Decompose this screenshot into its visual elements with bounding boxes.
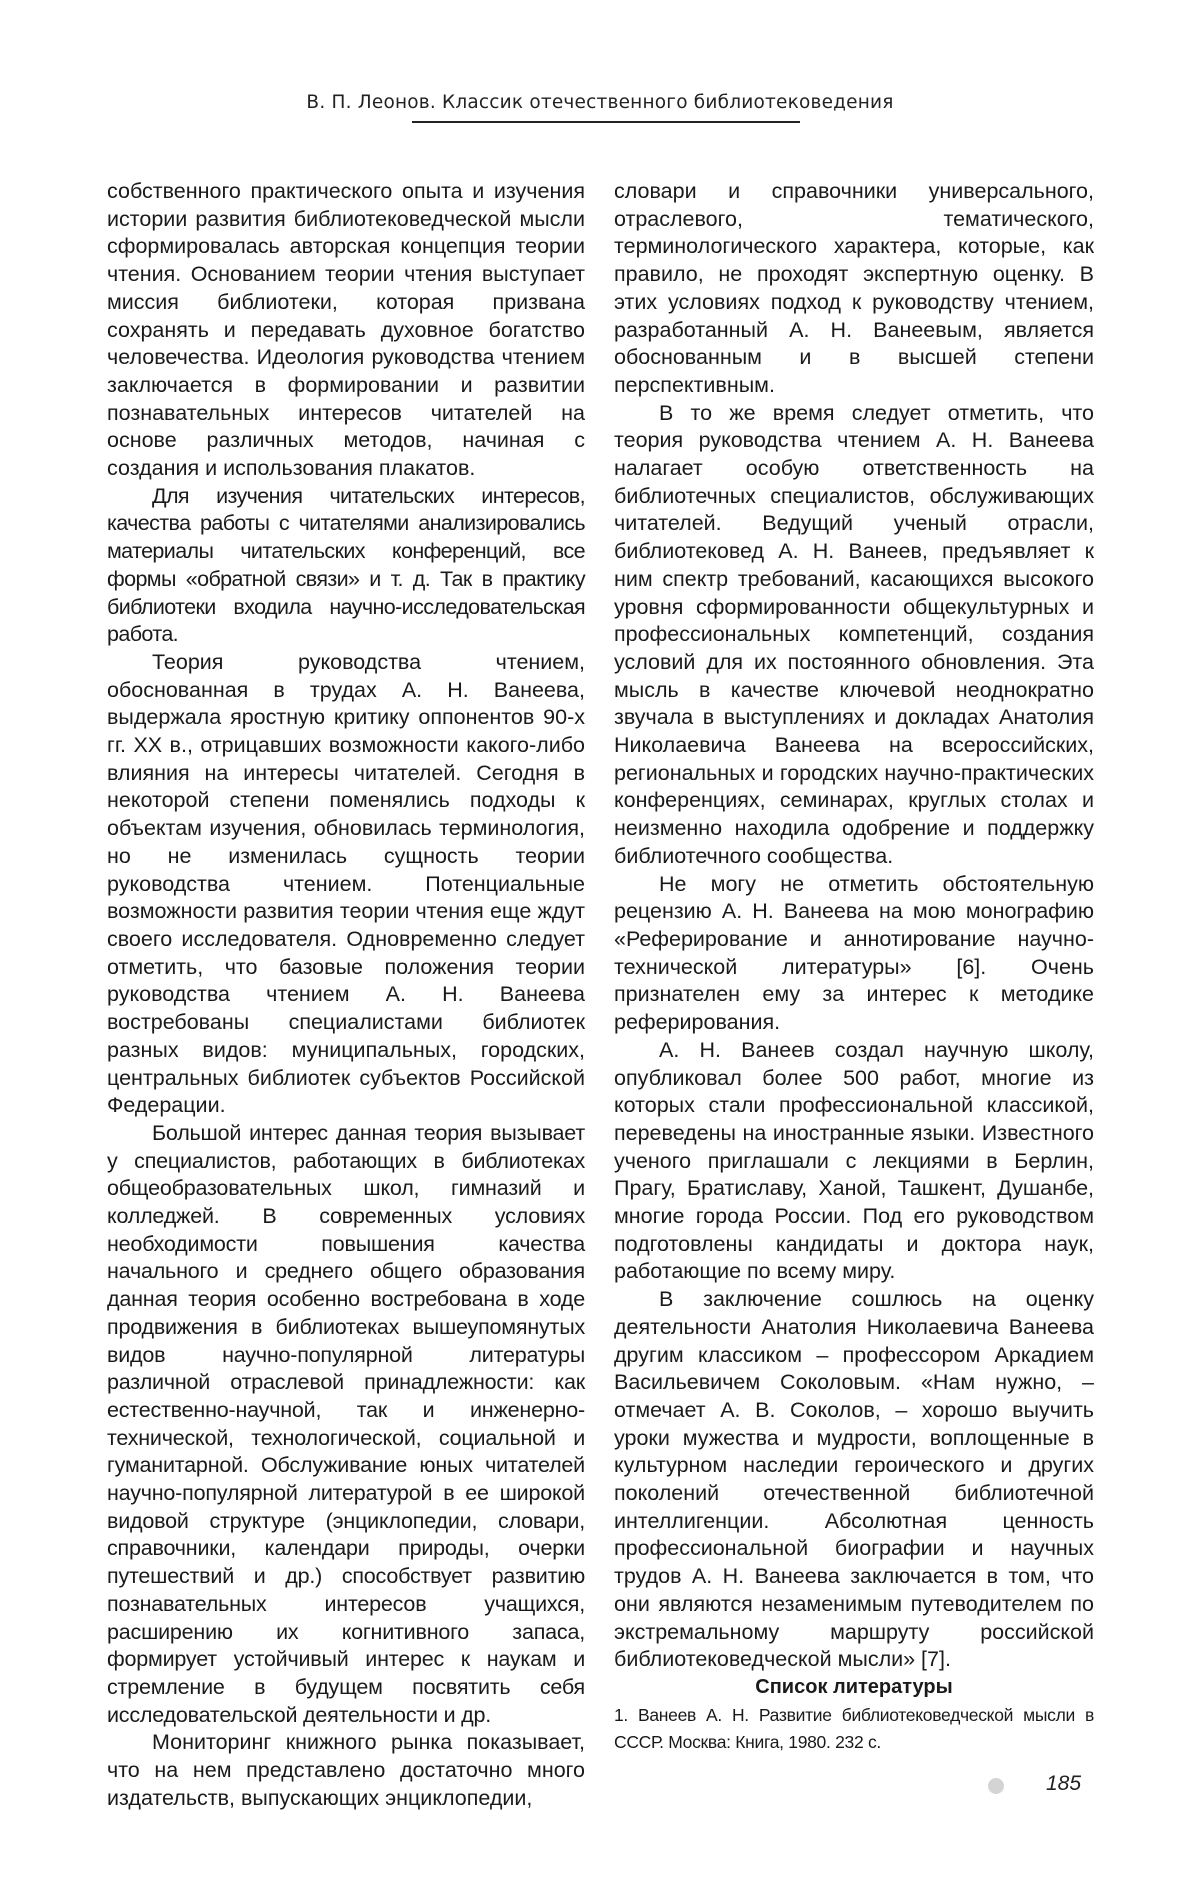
running-head-rule [412,121,800,123]
references-title: Список литературы [755,1675,953,1698]
left-paragraph-5: Мониторинг книжного рынка показывает, что на нем представлено достаточно много издательств, выпускающих энциклопедии, [107,1730,585,1810]
left-paragraph-4: Большой интерес данная теория вызывает у специалистов, работающих в библиотеках общеобразовательных школ, гимназий и колледжей. В современных условиях необходимости повышения качества начального и среднего общего образования данная теория особенно востребована в ходе продвижения в библиотеках вышеупомянутых видов научно-популярной литературы различной отраслевой принадлежности: как естественно-научной, так и инженерно-технической, технологической, социальной и гуманитарной. Обслуживание юных читателей научно-популярной литературой в ее широкой видовой структуре (энциклопедии, словари, справочники, календари природы, очерки путешествий и др.) способствует развитию познавательных интересов учащихся, расширению их когнитивного запаса, формирует устойчивый интерес к наукам и стремление в будущем посвятить себя исследовательской деятельности и др. [107,1120,585,1727]
left-paragraph-2: Для изучения читательских интересов, качества работы с читателями анализировались материалы читательских конференций, все формы «обратной связи» и т. д. Так в практику библиотеки входила научно-исследовательская работа. [107,483,585,647]
right-paragraph-2: В то же время следует отметить, что теория руководства чтением А. Н. Ванеева налагает особую ответственность на библиотечных специалистов, обслуживающих читателей. Ведущий ученый отрасли, библиотековед А. Н. Ванеев, предъявляет к ним спектр требований, касающихся высокого уровня сформированности общекультурных и профессиональных компетенций, создания условий для их постоянного обновления. Эта мысль в качестве ключевой неоднократно звучала в выступлениях и докладах Анатолия Николаевича Ванеева на всероссийских, региональных и городских научно-практических конференциях, семинарах, круглых столах и неизменно находила одобрение и поддержку библиотечного сообщества. [614,400,1094,868]
folio-dot [988,1778,1004,1794]
left-paragraph-3: Теория руководства чтением, обоснованная в трудах А. Н. Ванеева, выдержала яростную критику оппонентов 90-х гг. XX в., отрицавших возможности какого-либо влияния на интересы читателей. Сегодня в некоторой степени поменялись подходы к объектам изучения, обновилась терминология, но не изменилась сущность теории руководства чтением. Потенциальные возможности развития теории чтения еще ждут своего исследователя. Одновременно следует отметить, что базовые положения теории руководства чтением А. Н. Ванеева востребованы специалистами библиотек разных видов: муниципальных, городских, центральных библиотек субъектов Российской Федерации. [107,649,585,1118]
running-head: В. П. Леонов. Классик отечественного библиотековедения [306,92,894,113]
right-column [614,178,1094,1756]
page-number: 185 [1046,1772,1082,1795]
left-column [107,178,585,1812]
reference-item: 1. Ванеев А. Н. Развитие библиотековедческой мысли в СССР. Москва: Книга, 1980. 232 с. [614,1704,1094,1752]
right-paragraph-5: В заключение сошлюсь на оценку деятельности Анатолия Николаевича Ванеева другим классиком – профессором Аркадием Васильевичем Соколовым. «Нам нужно, – отмечает А. В. Соколов, – хорошо выучить уроки мужества и мудрости, воплощенные в культурном наследии героического и других поколений отечественной библиотечной интеллигенции. Абсолютная ценность профессиональной биографии и научных трудов А. Н. Ванеева заключается в том, что они являются незаменимым путеводителем по экстремальному маршруту российской библиотековедческой мысли» [7]. [614,1287,1094,1672]
right-paragraph-4: А. Н. Ванеев создал научную школу, опубликовал более 500 работ, многие из которых стали профессиональной классикой, переведены на иностранные языки. Известного ученого приглашали с лекциями в Берлин, Прагу, Братиславу, Ханой, Ташкент, Душанбе, многие города России. Под его руководством подготовлены кандидаты и доктора наук, работающие по всему миру. [614,1037,1094,1284]
right-paragraph-1: словари и справочники универсального, отраслевого, тематического, терминологического характера, которые, как правило, не проходят экспертную оценку. В этих условиях подход к руководству чтением, разработанный А. Н. Ванеевым, является обоснованным и в высшей степени перспективным. [614,179,1094,397]
left-paragraph-1: собственного практического опыта и изучения истории развития библиотековедческой мысли сформировалась авторская концепция теории чтения. Основанием теории чтения выступает миссия библиотеки, которая призвана сохранять и передавать духовное богатство человечества. Идеология руководства чтением заключается в формировании и развитии познавательных интересов читателей на основе различных методов, начиная с создания и использования плакатов. [107,179,585,481]
right-paragraph-3: Не могу не отметить обстоятельную рецензию А. Н. Ванеева на мою монографию «Реферирование и аннотирование научно-технической литературы» [6]. Очень признателен ему за интерес к методике реферирования. [614,871,1094,1035]
